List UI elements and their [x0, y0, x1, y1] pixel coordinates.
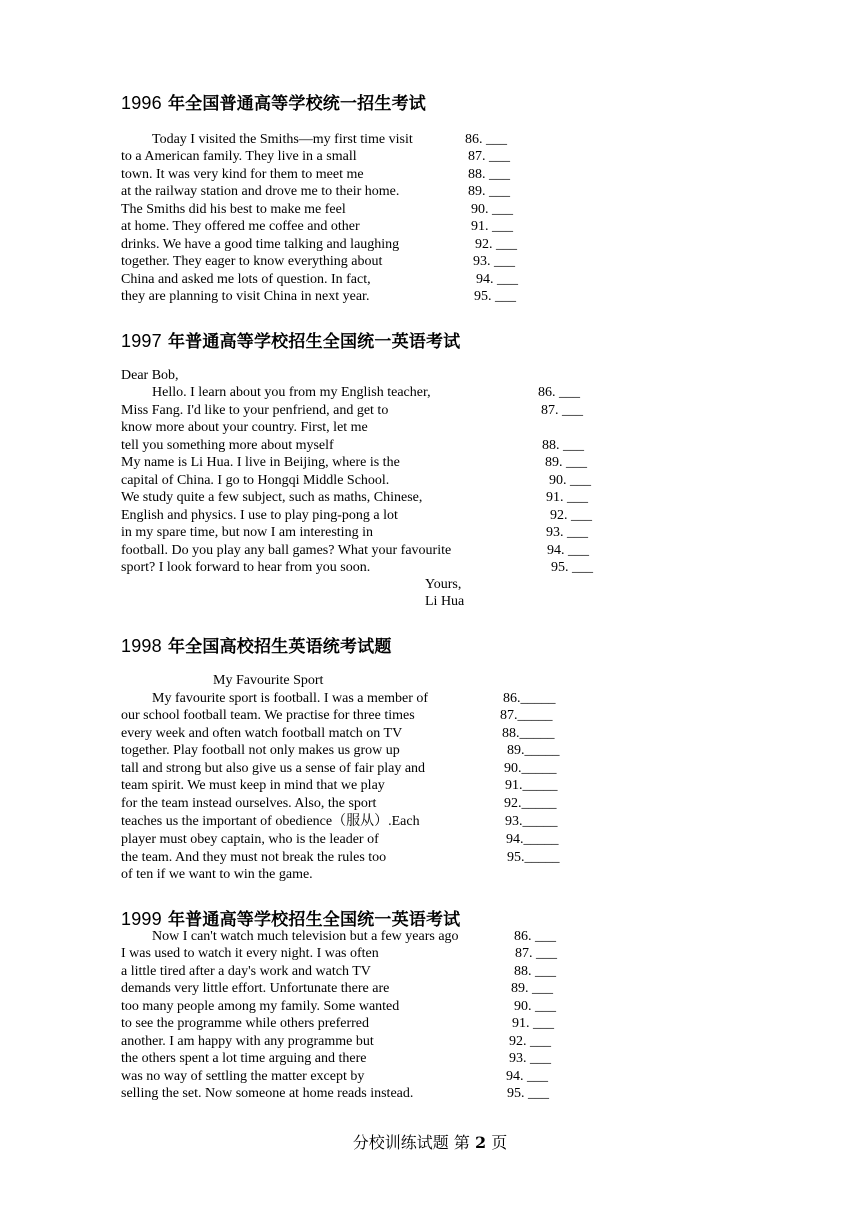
passage-line: at the railway station and drove me to their home. — [121, 184, 400, 199]
answer-blank[interactable]: 94. ___ — [547, 543, 589, 558]
answer-blank[interactable]: 91. ___ — [546, 490, 588, 505]
passage-line: our school football team. We practise for three times — [121, 708, 415, 723]
passage-line: I was used to watch it every night. I was often — [121, 946, 379, 961]
answer-blank[interactable]: 93. ___ — [473, 254, 515, 269]
passage-line: selling the set. Now someone at home reads instead. — [121, 1086, 414, 1101]
answer-blank[interactable]: 92. ___ — [509, 1034, 551, 1049]
passage-line: team spirit. We must keep in mind that we play — [121, 778, 385, 793]
answer-blank[interactable]: 94. ___ — [476, 272, 518, 287]
letter-closing: Yours, — [425, 577, 462, 592]
answer-blank[interactable]: 87. ___ — [541, 403, 583, 418]
passage-line: together. They eager to know everything about — [121, 254, 383, 269]
section-title: 年普通高等学校招生全国统一英语考试 — [167, 332, 461, 352]
answer-blank[interactable]: 90. ___ — [471, 202, 513, 217]
passage-line: football. Do you play any ball games? What your favourite — [121, 543, 452, 558]
passage-line: of ten if we want to win the game. — [121, 867, 313, 882]
passage-line: to see the programme while others preferred — [121, 1016, 370, 1031]
answer-blank[interactable]: 87. ___ — [515, 946, 557, 961]
passage-line: My favourite sport is football. I was a member of — [152, 691, 429, 706]
answer-blank[interactable]: 86. ___ — [465, 132, 507, 147]
answer-blank[interactable]: 91. ___ — [471, 219, 513, 234]
passage-line: tell you something more about myself — [121, 438, 334, 453]
answer-blank[interactable]: 90. ___ — [549, 473, 591, 488]
passage-line: know more about your country. First, let me — [121, 420, 368, 435]
passage-line: My name is Li Hua. I live in Beijing, where is the — [121, 455, 400, 470]
passage-line: the others spent a lot time arguing and there — [121, 1051, 367, 1066]
answer-blank[interactable]: 86. ___ — [538, 385, 580, 400]
section-year: 1996 — [121, 93, 162, 113]
passage-line: player must obey captain, who is the leader of — [121, 832, 379, 847]
passage-line: they are planning to visit China in next year. — [121, 289, 370, 304]
answer-blank[interactable]: 94._____ — [506, 832, 559, 847]
passage-line: the team. And they must not break the rules too — [121, 850, 387, 865]
passage-line: China and asked me lots of question. In fact, — [121, 272, 371, 287]
answer-blank[interactable]: 88. ___ — [542, 438, 584, 453]
answer-blank[interactable]: 89._____ — [507, 743, 560, 758]
answer-blank[interactable]: 88. ___ — [514, 964, 556, 979]
passage-line: demands very little effort. Unfortunate there are — [121, 981, 390, 996]
passage-line: another. I am happy with any programme but — [121, 1034, 374, 1049]
passage-line: a little tired after a day's work and watch TV — [121, 964, 371, 979]
passage-line: at home. They offered me coffee and other — [121, 219, 360, 234]
section-heading-1997 — [121, 327, 460, 352]
passage-line: for the team instead ourselves. Also, the sport — [121, 796, 377, 811]
answer-blank[interactable]: 95. ___ — [474, 289, 516, 304]
passage-line: town. It was very kind for them to meet me — [121, 167, 364, 182]
section-year: 1997 — [121, 331, 162, 351]
passage-line: teaches us the important of obedience（服从）.Each — [121, 814, 420, 829]
answer-blank[interactable]: 92._____ — [504, 796, 557, 811]
answer-blank[interactable]: 95. ___ — [551, 560, 593, 575]
passage-line: Today I visited the Smiths—my first time visit — [152, 132, 413, 147]
section-year: 1998 — [121, 636, 162, 656]
passage-line: every week and often watch football match on TV — [121, 726, 403, 741]
answer-blank[interactable]: 88._____ — [502, 726, 555, 741]
passage-line: tall and strong but also give us a sense of fair play and — [121, 761, 426, 776]
answer-blank[interactable]: 89. ___ — [545, 455, 587, 470]
answer-blank[interactable]: 90._____ — [504, 761, 557, 776]
section-title: 年全国高校招生英语统考试题 — [167, 637, 392, 657]
answer-blank[interactable]: 93. ___ — [509, 1051, 551, 1066]
answer-blank[interactable]: 93. ___ — [546, 525, 588, 540]
passage-line: to a American family. They live in a small — [121, 149, 357, 164]
passage-line: was no way of settling the matter except by — [121, 1069, 365, 1084]
letter-signature: Li Hua — [425, 594, 465, 609]
answer-blank[interactable]: 87. ___ — [468, 149, 510, 164]
footer-suffix: 页 — [491, 1133, 508, 1152]
answer-blank[interactable]: 86._____ — [503, 691, 556, 706]
answer-blank[interactable]: 89. ___ — [511, 981, 553, 996]
answer-blank[interactable]: 95._____ — [507, 850, 560, 865]
passage-line: too many people among my family. Some wanted — [121, 999, 400, 1014]
section-heading-1998 — [121, 632, 392, 657]
passage-line: Now I can't watch much television but a few years ago — [152, 929, 459, 944]
section-title: 年普通高等学校招生全国统一英语考试 — [167, 910, 461, 930]
passage-line: We study quite a few subject, such as maths, Chinese, — [121, 490, 423, 505]
passage-line: in my spare time, but now I am interesting in — [121, 525, 373, 540]
passage-line: together. Play football not only makes us grow up — [121, 743, 400, 758]
answer-blank[interactable]: 87._____ — [500, 708, 553, 723]
answer-blank[interactable]: 95. ___ — [507, 1086, 549, 1101]
essay-title: My Favourite Sport — [213, 673, 324, 688]
answer-blank[interactable]: 94. ___ — [506, 1069, 548, 1084]
passage-line: Miss Fang. I'd like to your penfriend, and get to — [121, 403, 389, 418]
answer-blank[interactable]: 86. ___ — [514, 929, 556, 944]
letter-salutation: Dear Bob, — [121, 368, 179, 383]
answer-blank[interactable]: 89. ___ — [468, 184, 510, 199]
section-heading-1996 — [121, 89, 426, 114]
passage-line: drinks. We have a good time talking and laughing — [121, 237, 400, 252]
page-footer — [0, 1130, 860, 1153]
section-heading-1999 — [121, 905, 460, 930]
page-number: 2 — [474, 1133, 487, 1152]
passage-line: Hello. I learn about you from my English teacher, — [152, 385, 431, 400]
answer-blank[interactable]: 88. ___ — [468, 167, 510, 182]
passage-line: capital of China. I go to Hongqi Middle School. — [121, 473, 390, 488]
answer-blank[interactable]: 92. ___ — [475, 237, 517, 252]
answer-blank[interactable]: 90. ___ — [514, 999, 556, 1014]
passage-line: sport? I look forward to hear from you soon. — [121, 560, 371, 575]
section-year: 1999 — [121, 909, 162, 929]
passage-line: The Smiths did his best to make me feel — [121, 202, 346, 217]
passage-line: English and physics. I use to play ping-pong a lot — [121, 508, 398, 523]
answer-blank[interactable]: 92. ___ — [550, 508, 592, 523]
answer-blank[interactable]: 91. ___ — [512, 1016, 554, 1031]
section-title: 年全国普通高等学校统一招生考试 — [167, 94, 426, 114]
footer-text: 分校训练试题 第 — [352, 1133, 470, 1152]
answer-blank[interactable]: 91._____ — [505, 778, 558, 793]
answer-blank[interactable]: 93._____ — [505, 814, 558, 829]
